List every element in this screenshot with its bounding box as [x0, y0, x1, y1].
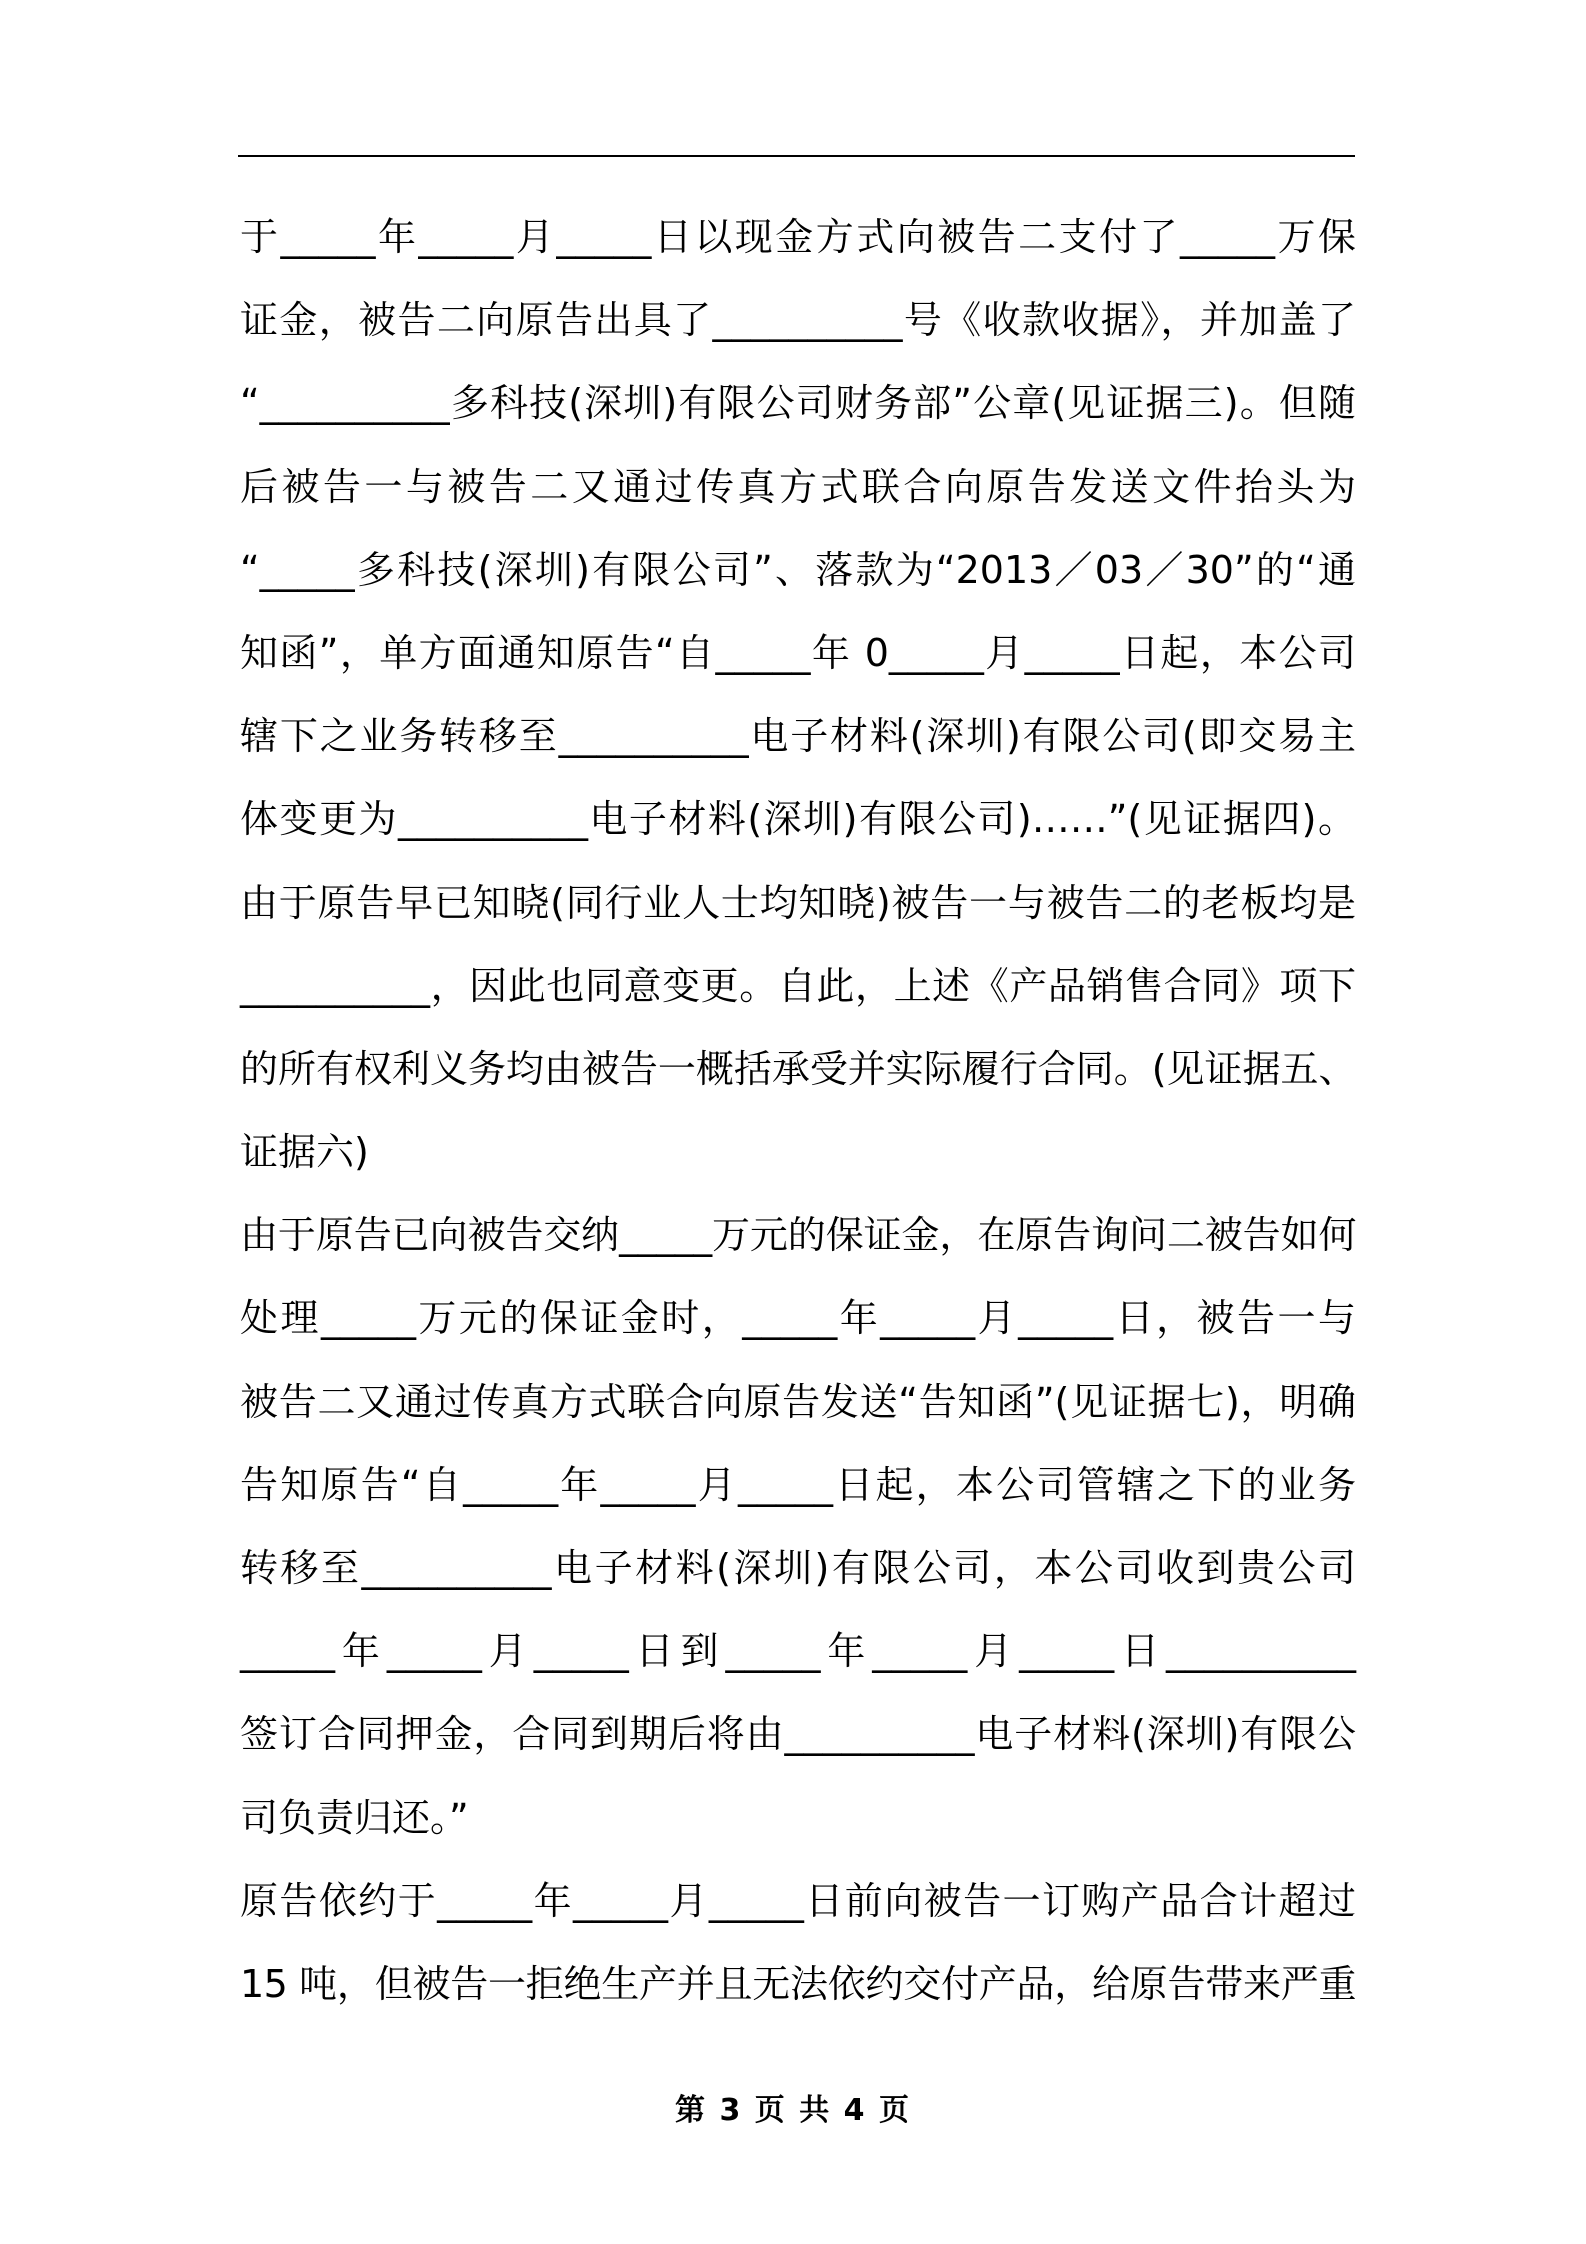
paragraph-line: 处理_____万元的保证金时，_____年_____月_____日，被告一与 [240, 1296, 1356, 1341]
paragraph-line: _____年_____月_____日到_____年_____月_____日__________ [240, 1629, 1356, 1674]
paragraph-line: 证金，被告二向原告出具了__________号《收款收据》，并加盖了 [240, 298, 1356, 343]
paragraph-line: 的所有权利义务均由被告一概括承受并实际履行合同。(见证据五、 [240, 1046, 1356, 1091]
paragraph-line: 于_____年_____月_____日以现金方式向被告二支付了_____万保 [240, 215, 1356, 259]
paragraph-line: 被告二又通过传真方式联合向原告发送“告知函”(见证据七)，明确 [240, 1379, 1356, 1424]
paragraph-line: 转移至__________电子材料(深圳)有限公司，本公司收到贵公司 [240, 1546, 1356, 1590]
paragraph-line: 后被告一与被告二又通过传真方式联合向原告发送文件抬头为 [240, 464, 1356, 509]
paragraph-line: 签订合同押金，合同到期后将由__________电子材料(深圳)有限公 [240, 1712, 1356, 1757]
paragraph-line: __________，因此也同意变更。自此，上述《产品销售合同》项下 [240, 963, 1356, 1008]
paragraph-line: “__________多科技(深圳)有限公司财务部”公章(见证据三)。但随 [240, 381, 1356, 426]
document-body [240, 196, 1356, 2026]
paragraph-line: 15 吨，但被告一拒绝生产并且无法依约交付产品，给原告带来严重 [240, 1961, 1356, 2006]
paragraph-line: 辖下之业务转移至__________电子材料(深圳)有限公司(即交易主 [240, 714, 1356, 759]
paragraph-line: 告知原告“自_____年_____月_____日起，本公司管辖之下的业务 [240, 1462, 1356, 1507]
header-divider [238, 155, 1355, 157]
paragraph-line: “_____多科技(深圳)有限公司”、落款为“2013／03／30”的“通 [240, 547, 1356, 592]
paragraph-line: 由于原告早已知晓(同行业人士均知晓)被告一与被告二的老板均是 [240, 880, 1356, 925]
paragraph-line: 证据六) [240, 1130, 369, 1175]
paragraph-line: 由于原告已向被告交纳_____万元的保证金，在原告询问二被告如何 [240, 1213, 1356, 1258]
paragraph-line: 原告依约于_____年_____月_____日前向被告一订购产品合计超过 [240, 1878, 1356, 1923]
paragraph-line: 体变更为__________电子材料(深圳)有限公司)……”(见证据四)。 [240, 797, 1356, 842]
page-number-footer: 第 3 页 共 4 页 [675, 2093, 911, 2128]
paragraph-line: 司负责归还。” [240, 1795, 469, 1840]
paragraph-line: 知函”，单方面通知原告“自_____年 0_____月_____日起，本公司 [240, 630, 1356, 675]
